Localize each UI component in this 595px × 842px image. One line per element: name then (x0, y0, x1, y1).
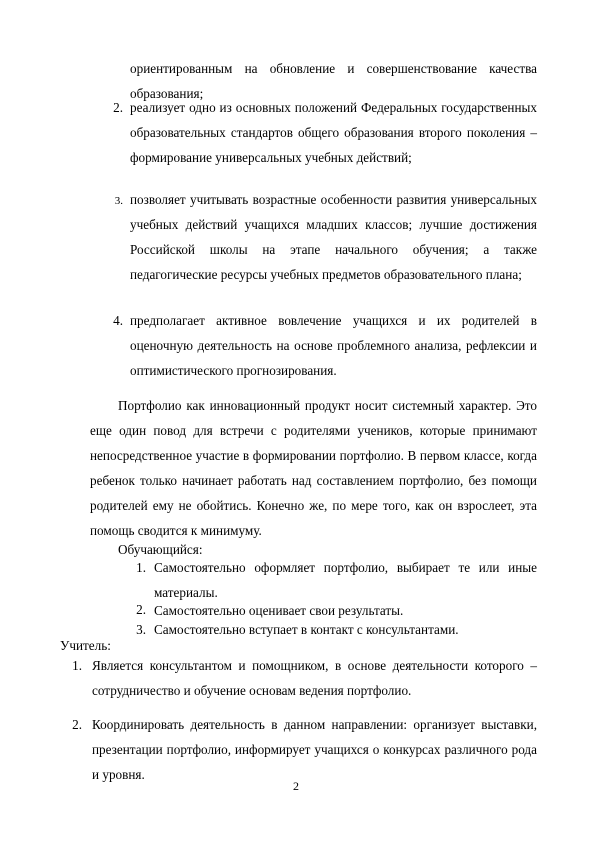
teacher-label: Учитель: (60, 638, 111, 653)
list-item-3-text: позволяет учитывать возрастные особенности развития универсальных учебных действий учащихся младших классов; лучшие достижения Российской школы на этапе начального обучения; а также педагогические ресурсы учебных предметов образовательного плана; (130, 192, 537, 282)
student-item-3-number: 3. (136, 622, 146, 637)
teacher-item-1-text: Является консультантом и помощником, в основе деятельности которого – сотрудничество и обучение основам ведения портфолио. (92, 658, 537, 698)
page-number: 2 (293, 779, 299, 793)
list-item-1-continuation: ориентированным на обновление и совершенствование качества образования; (130, 61, 537, 101)
student-item-3-text: Самостоятельно вступает в контакт с консультантами. (154, 622, 459, 637)
student-item-2-number: 2. (136, 602, 146, 617)
list-item-2-number: 2. (113, 100, 123, 115)
student-label: Обучающийся: (118, 542, 203, 557)
body-paragraph: Портфолио как инновационный продукт носит системный характер. Это еще один повод для встречи с родителями учеников, которые принимают непосредственное участие в формировании портфолио. В первом классе, когда ребенок только начинает работать над составлением портфолио, без помощи родителей ему не обойтись. Конечно же, по мере того, как он взрослеет, эта помощь сводится к минимуму. (90, 398, 537, 538)
student-item-1-number: 1. (136, 560, 146, 575)
list-item-4-number: 4. (113, 313, 123, 328)
teacher-item-2-number: 2. (72, 717, 82, 732)
student-item-1-text: Самостоятельно оформляет портфолио, выбирает те или иные материалы. (154, 560, 537, 600)
teacher-item-2-text: Координировать деятельность в данном направлении: организует выставки, презентации портфолио, информирует учащихся о конкурсах различного рода и уровня. (92, 717, 537, 782)
list-item-3-number: 3. (114, 195, 123, 207)
list-item-4-text: предполагает активное вовлечение учащихся и их родителей в оценочную деятельность на основе проблемного анализа, рефлексии и оптимистического прогнозирования. (130, 313, 537, 378)
list-item-2-text: реализует одно из основных положений Федеральных государственных образовательных стандартов общего образования второго поколения – формирование универсальных учебных действий; (130, 100, 537, 165)
student-item-2-text: Самостоятельно оценивает свои результаты. (154, 603, 404, 618)
teacher-item-1-number: 1. (72, 658, 82, 673)
